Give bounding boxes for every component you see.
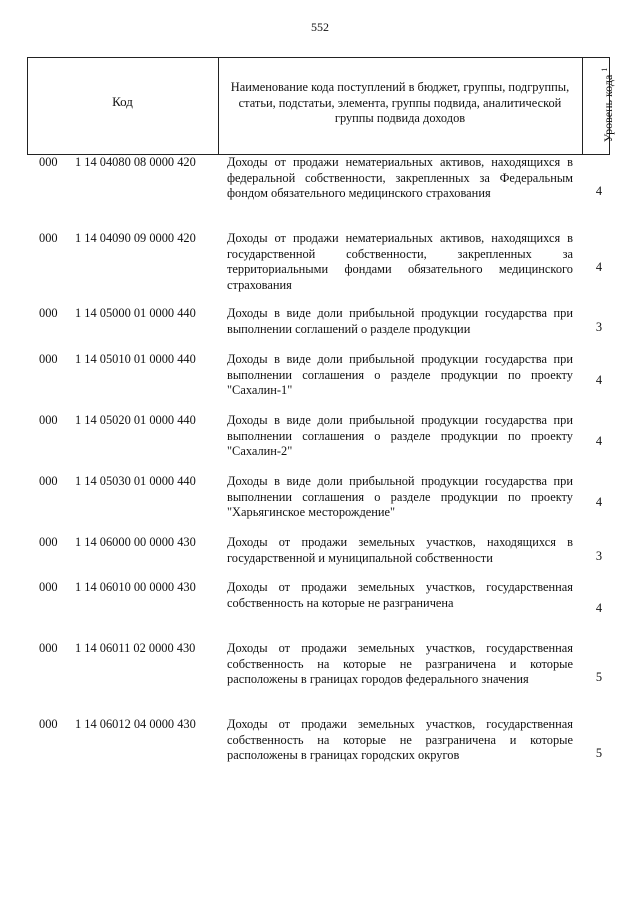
code-level: 4 xyxy=(595,373,603,387)
income-code: 1 14 06011 02 0000 430 xyxy=(75,641,196,655)
header-level-text: Уровень кода xyxy=(601,74,615,143)
income-name: Доходы в виде доли прибыльной продукции государства при выполнении соглашения о разделе продукции по проекту "Харьягинское месторождение" xyxy=(227,474,573,519)
income-name: Доходы в виде доли прибыльной продукции государства при выполнении соглашения о разделе продукции по проекту "Сахалин-2" xyxy=(227,413,573,458)
income-code: 1 14 04090 09 0000 420 xyxy=(75,231,196,245)
page-number: 552 xyxy=(311,20,329,34)
income-name: Доходы от продажи нематериальных активов, находящихся в федеральной собственности, закрепленных за Федеральным фондом обязательного медицинского страхования xyxy=(227,155,573,200)
table-header xyxy=(27,57,610,155)
column-divider xyxy=(218,58,219,154)
header-level xyxy=(597,60,613,150)
income-code: 1 14 05000 01 0000 440 xyxy=(75,306,196,320)
admin-code: 000 xyxy=(39,352,58,366)
admin-code: 000 xyxy=(39,535,58,549)
income-name: Доходы от продажи нематериальных активов, находящихся в государственной собственности, закрепленных за территориальными фондами обязательного медицинского страхования xyxy=(227,231,573,292)
admin-code: 000 xyxy=(39,306,58,320)
income-name: Доходы от продажи земельных участков, государственная собственность на которые не разграничена и которые расположены в границах городских округов xyxy=(227,717,573,762)
income-code: 1 14 06000 00 0000 430 xyxy=(75,535,196,549)
admin-code: 000 xyxy=(39,641,58,655)
code-level: 4 xyxy=(595,260,603,274)
income-code: 1 14 04080 08 0000 420 xyxy=(75,155,196,169)
admin-code: 000 xyxy=(39,717,58,731)
admin-code: 000 xyxy=(39,413,58,427)
header-name: Наименование кода поступлений в бюджет, группы, подгруппы, статьи, подстатьи, элемента, группы подвида, аналитической группы подвида доходов xyxy=(230,80,570,125)
code-level: 4 xyxy=(595,434,603,448)
code-level: 3 xyxy=(595,549,603,563)
code-level: 4 xyxy=(595,184,603,198)
income-code: 1 14 05020 01 0000 440 xyxy=(75,413,196,427)
code-level: 4 xyxy=(595,601,603,615)
income-code: 1 14 06010 00 0000 430 xyxy=(75,580,196,594)
income-name: Доходы от продажи земельных участков, государственная собственность на которые не разграничена и которые расположены в границах городов федерального значения xyxy=(227,641,573,686)
income-name: Доходы в виде доли прибыльной продукции государства при выполнении соглашения о разделе продукции по проекту "Сахалин-1" xyxy=(227,352,573,397)
admin-code: 000 xyxy=(39,231,58,245)
income-code: 1 14 05030 01 0000 440 xyxy=(75,474,196,488)
income-name: Доходы от продажи земельных участков, государственная собственность на которые не разграничена xyxy=(227,580,573,610)
column-divider xyxy=(582,58,583,154)
income-code: 1 14 05010 01 0000 440 xyxy=(75,352,196,366)
income-name: Доходы от продажи земельных участков, находящихся в государственной и муниципальной собственности xyxy=(227,535,573,565)
code-level: 3 xyxy=(595,320,603,334)
admin-code: 000 xyxy=(39,155,58,169)
admin-code: 000 xyxy=(39,580,58,594)
income-name: Доходы в виде доли прибыльной продукции государства при выполнении соглашений о разделе продукции xyxy=(227,306,573,336)
income-code: 1 14 06012 04 0000 430 xyxy=(75,717,196,731)
footnote-marker: 1 xyxy=(600,67,609,72)
code-level: 5 xyxy=(595,746,603,760)
header-code: Код xyxy=(112,94,133,109)
code-level: 5 xyxy=(595,670,603,684)
admin-code: 000 xyxy=(39,474,58,488)
code-level: 4 xyxy=(595,495,603,509)
